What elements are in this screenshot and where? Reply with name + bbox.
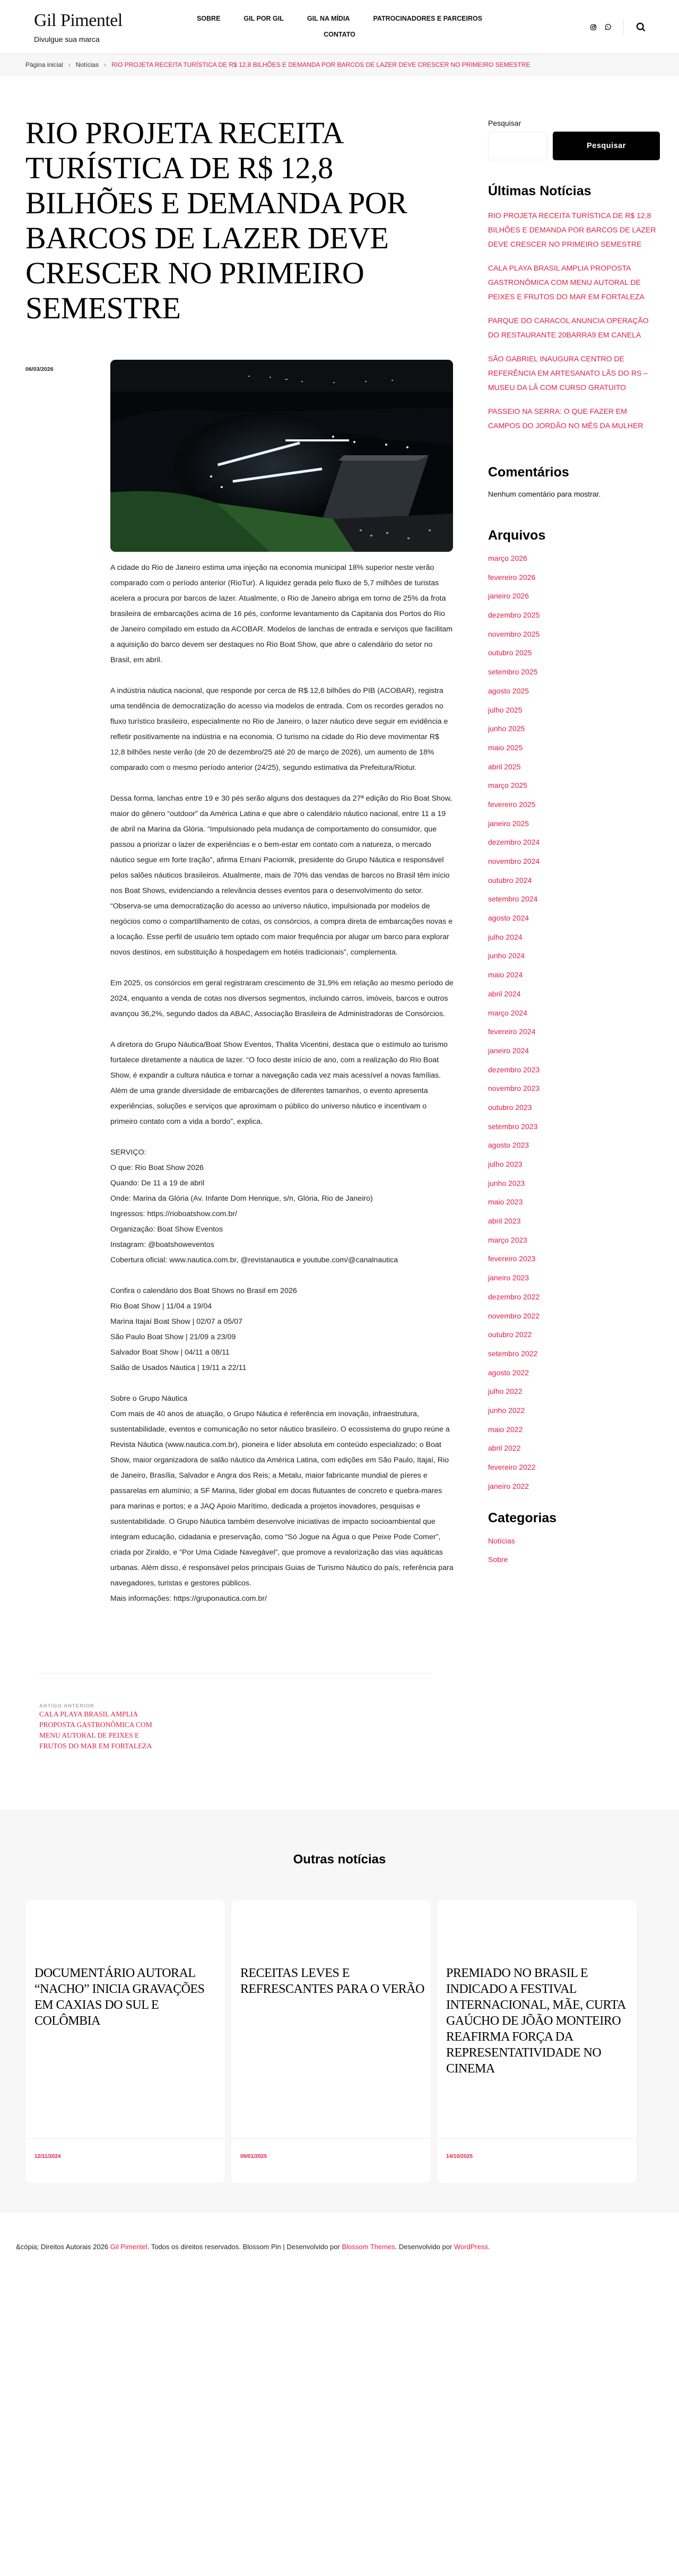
related-cards	[0, 1900, 679, 2183]
calendar-line: Salvador Boat Show | 04/11 a 08/11	[110, 1348, 230, 1357]
card-divider	[25, 2138, 225, 2139]
archive-link[interactable]: junho 2025	[488, 724, 525, 733]
archive-link[interactable]: junho 2024	[488, 951, 525, 960]
copyright-text: . Desenvolvido por	[395, 2243, 454, 2251]
archive-link[interactable]: fevereiro 2026	[488, 573, 536, 582]
main-content	[25, 76, 456, 1751]
copyright-text: &cópia; Direitos Autorais 2026	[16, 2243, 110, 2251]
archive-link[interactable]: maio 2023	[488, 1198, 523, 1207]
archive-link[interactable]: outubro 2024	[488, 875, 532, 884]
post-featured-image	[110, 360, 453, 552]
footer-site-link[interactable]: Gil Pimentel	[110, 2243, 147, 2251]
archive-link[interactable]: janeiro 2026	[488, 592, 529, 601]
related-card-title: PREMIADO NO BRASIL E INDICADO A FESTIVAL INTERNACIONAL, MÃE, CURTA GAÚCHO DE JÕÃO MONTEIRO REAFIRMA FORÇA DA REPRESENTATIVIDADE NO CINEMA	[446, 1966, 625, 2076]
archive-link[interactable]: abril 2022	[488, 1444, 521, 1453]
header-divider	[623, 19, 624, 35]
archive-link[interactable]: janeiro 2022	[488, 1481, 529, 1490]
archive-link[interactable]: agosto 2022	[488, 1368, 529, 1377]
sidebar	[488, 76, 660, 1751]
archive-link[interactable]: fevereiro 2022	[488, 1463, 536, 1471]
archive-link[interactable]: agosto 2023	[488, 1141, 529, 1150]
archive-link[interactable]: setembro 2025	[488, 667, 538, 676]
related-card-date: 09/01/2025	[240, 2154, 267, 2159]
categories-list	[488, 1536, 660, 1565]
service-line: Organização: Boat Show Eventos	[110, 1225, 223, 1234]
archive-link[interactable]: dezembro 2022	[488, 1292, 540, 1301]
breadcrumb-home[interactable]: Página inicial	[25, 61, 63, 68]
related-card[interactable]	[437, 1900, 637, 2183]
archive-link[interactable]: julho 2022	[488, 1387, 523, 1396]
archive-link[interactable]: janeiro 2023	[488, 1273, 529, 1282]
archive-link[interactable]: outubro 2022	[488, 1330, 532, 1339]
archive-link[interactable]: fevereiro 2023	[488, 1254, 536, 1263]
archive-link[interactable]: março 2023	[488, 1235, 527, 1244]
service-line: Onde: Marina da Glória (Av. Infante Dom Henrique, s/n, Glória, Rio de Janeiro)	[110, 1194, 373, 1203]
archive-link[interactable]: fevereiro 2025	[488, 800, 536, 809]
chevron-right-icon: ›	[68, 61, 71, 68]
breadcrumb	[0, 53, 679, 76]
article-paragraph: Dessa forma, lanchas entre 19 e 30 pés serão alguns dos destaques da 27ª edição do Rio Boat Show, maior do gênero “outdoor” da América Latina e que abre o calendário náutico nacional, entre 11 a 19 de abril na Marina da Glória. “Impulsionado pela mudança de comportamento do consumidor, que passou a priorizar o lazer de experiências e o bem-estar em contato com a natureza, o mercado náutico segue em forte tração”, afirma Ernani Paciornik, presidente do Grupo Náutica e responsável pelos salões náuticos brasileiros. Atualmente, mais de 70% das vendas de barcos no Brasil têm início nos Boat Shows, evidenciando a relevância desses eventos para o desenvolvimento do setor. “Observa-se uma democratização do acesso ao universo náutico, impulsionada por modelos de negócios como o compartilhamento de cotas, os consórcios, a compra direta de embarcações novas e a locação. Esse perfil de usuário tem optado com maior frequência por alugar um barco para explorar novos destinos, em substituição à hospedagem em hotéis tradicionais”, complementa.	[110, 794, 453, 957]
brand	[34, 11, 123, 44]
search-button[interactable]: Pesquisar	[553, 132, 660, 160]
archive-link[interactable]: setembro 2024	[488, 895, 538, 904]
archive-link[interactable]: janeiro 2024	[488, 1046, 529, 1055]
service-line: Cobertura oficial: www.nautica.com.br, @revistanautica e youtube.com/@canalnautica	[110, 1256, 398, 1264]
archive-link[interactable]: agosto 2024	[488, 914, 529, 923]
related-card[interactable]	[231, 1900, 431, 2183]
archive-link[interactable]: março 2025	[488, 781, 527, 790]
recent-post-link[interactable]: SÃO GABRIEL INAUGURA CENTRO DE REFERÊNCIA EM ARTESANATO LÃS DO RS – MUSEU DA LÃ COM CURSO GRATUITO	[488, 354, 648, 392]
archive-link[interactable]: junho 2023	[488, 1178, 525, 1187]
recent-posts-title: Últimas Notícias	[488, 184, 591, 198]
article-paragraph: Em 2025, os consórcios em geral registraram crescimento de 31,9% em relação ao mesmo período de 2024, enquanto a venda de cotas nos diversos segmentos, incluindo carros, imóveis, barcos e outros avançou 36,2%, segundo dados da ABAC, Associação Brasileira de Administradoras de Consórcios.	[110, 979, 454, 1018]
whatsapp-icon[interactable]	[604, 23, 612, 31]
breadcrumb-category[interactable]: Notícias	[75, 61, 99, 68]
breadcrumb-current: RIO PROJETA RECEITA TURÍSTICA DE R$ 12,8 BILHÕES E DEMANDA POR BARCOS DE LAZER DEVE CRESCER NO PRIMEIRO SEMESTRE	[111, 61, 530, 68]
service-line: SERVIÇO:	[110, 1148, 146, 1157]
category-link-noticias[interactable]: Notícias	[488, 1536, 515, 1545]
related-card-title: RECEITAS LEVES E REFRESCANTES PARA O VERÃO	[240, 1966, 424, 1996]
archive-link[interactable]: janeiro 2025	[488, 819, 529, 828]
service-line: O que: Rio Boat Show 2026	[110, 1164, 204, 1172]
previous-post-nav	[39, 1703, 161, 1751]
copyright-text: . Todos os direitos reservados. Blossom Pin | Desenvolvido por	[147, 2243, 342, 2251]
archive-link[interactable]: agosto 2025	[488, 686, 529, 695]
article-paragraph: A indústria náutica nacional, que responde por cerca de R$ 12,6 bilhões do PIB (ACOBAR), registra uma tendência de democratização do acesso via modelos de entrada. Com os recordes gerados no fluxo turístico brasileiro, especialmente no Rio de Janeiro, o lazer náutico deve seguir em evidência e refletir positivamente na indústria e na economia. O turismo na cidade do Rio deve movimentar R$ 12,8 bilhões neste verão (de 20 de dezembro/25 até 20 de março de 2026), um aumento de 18% comparado com o mesmo período anterior (24/25), segundo estimativa da Prefeitura/Riotur.	[110, 687, 448, 772]
article-paragraph: A cidade do Rio de Janeiro estima uma injeção na economia municipal 18% superior neste verão comparado com o período anterior (RioTur). A liquidez gerada pelo fluxo de 5,7 milhões de turistas acelera a procura por barcos de lazer. Atualmente, o Rio de Janeiro abriga em torno de 25% da frota brasileira de embarcações acima de 16 pés, conforme levantamento da Capitania dos Portos do Rio de Janeiro compilado em estudo da ACOBAR. Modelos de lanchas de entrada e serviços que facilitam a aquisição do barco devem ser destaques no Rio Boat Show, que abre o calendário do setor no Brasil, em abril.	[110, 563, 453, 664]
archive-link[interactable]: maio 2022	[488, 1425, 523, 1434]
archive-link[interactable]: abril 2025	[488, 762, 521, 771]
search-icon[interactable]	[636, 22, 646, 32]
service-line: Instagram: @boatshoweventos	[110, 1241, 214, 1249]
nav-item-sobre[interactable]: SOBRE	[196, 15, 221, 22]
archive-link[interactable]: fevereiro 2024	[488, 1027, 536, 1036]
archive-link[interactable]: outubro 2023	[488, 1103, 532, 1112]
archive-link[interactable]: julho 2025	[488, 705, 523, 714]
about-heading: Sobre o Grupo Náutica	[110, 1394, 188, 1403]
footer-wordpress-link[interactable]: WordPress	[454, 2243, 488, 2251]
post-date: 06/03/2026	[25, 366, 54, 372]
archive-link[interactable]: março 2026	[488, 554, 527, 562]
post-main	[110, 360, 456, 1622]
categories-title: Categorias	[488, 1510, 557, 1525]
site-tagline: Divulgue sua marca	[34, 35, 100, 44]
calendar-line: Rio Boat Show | 11/04 a 19/04	[110, 1302, 212, 1311]
category-link-sobre[interactable]: Sobre	[488, 1555, 508, 1564]
card-divider	[437, 2138, 637, 2139]
search-form	[488, 132, 660, 160]
calendar-line: Confira o calendário dos Boat Shows no Brasil em 2026	[110, 1287, 297, 1295]
archive-link[interactable]: abril 2023	[488, 1217, 521, 1226]
article-body	[110, 560, 454, 1607]
archive-link[interactable]: dezembro 2024	[488, 838, 540, 847]
instagram-icon[interactable]	[590, 24, 597, 31]
recent-post-link[interactable]: RIO PROJETA RECEITA TURÍSTICA DE R$ 12,8 BILHÕES E DEMANDA POR BARCOS DE LAZER DEVE CRESCER NO PRIMEIRO SEMESTRE	[488, 211, 656, 248]
archive-link[interactable]: novembro 2024	[488, 857, 540, 865]
archive-link[interactable]: dezembro 2023	[488, 1065, 540, 1074]
related-card[interactable]	[25, 1900, 225, 2183]
more-info: Mais informações: https://gruponautica.com.br/	[110, 1594, 267, 1603]
nav-item-gil-por-gil[interactable]: GIL POR GIL	[243, 15, 284, 22]
recent-posts-list	[488, 209, 660, 433]
archive-link[interactable]: maio 2024	[488, 970, 523, 979]
archive-link[interactable]: setembro 2023	[488, 1122, 538, 1131]
archive-link[interactable]: setembro 2022	[488, 1349, 538, 1358]
footer-theme-link[interactable]: Blossom Themes	[342, 2243, 395, 2251]
service-line: Ingressos: https://rioboatshow.com.br/	[110, 1210, 237, 1218]
calendar-line: São Paulo Boat Show | 21/09 a 23/09	[110, 1333, 236, 1341]
calendar-line: Marina Itajaí Boat Show | 02/07 a 05/07	[110, 1317, 242, 1326]
archive-link[interactable]: novembro 2023	[488, 1084, 540, 1093]
recent-post-link[interactable]: CALA PLAYA BRASIL AMPLIA PROPOSTA GASTRONÔMICA COM MENU AUTORAL DE PEIXES E FRUTOS DO MAR EM FORTALEZA	[488, 264, 645, 301]
archive-link[interactable]: junho 2022	[488, 1406, 525, 1415]
header-tools	[590, 19, 646, 35]
service-line: Quando: De 11 a 19 de abril	[110, 1179, 205, 1187]
main-nav	[180, 15, 499, 38]
calendar-line: Salão de Usados Náutica | 19/11 a 22/11	[110, 1364, 247, 1372]
about-text: Com mais de 40 anos de atuação, o Grupo Náutica é referência em inovação, infraestrutura, sustentabilidade, eventos e comunicação no setor náutico brasileiro. O ecossistema do grupo reúne a Revista Náutica (www.nautica.com.br), pioneira e líder absoluta em conteúdo especializado; o Boat Show, maior organizadora de salão náutico da América Latina, com edições em São Paulo, Itajaí, Rio de Janeiro, Brasília, Salvador e Angra dos Reis; a Metalu, maior fabricante mundial de píeres e passarelas em alumínio; a SF Marina, líder global em docas flutuantes de concreto e quebra-mares para marinas e portos; e a JAQ Apoio Marítimo, dedicada a projetos inovadores, pesquisas e sustentabilidade. O Grupo Náutica também desenvolve iniciativas de impacto socioambiental que integram educação, cidadania e preservação, como “Só Jogue na Água o que Peixe Pode Comer”, criada por Ziraldo, e “Por Uma Cidade Navegável”, que promove a revalorização das vias aquáticas urbanas. Além disso, é responsável pelos principais Guias de Turismo Náutico do país, referência para navegadores, turistas e gestores públicos.	[110, 1410, 454, 1588]
archives-list	[488, 553, 660, 1491]
archive-link[interactable]: abril 2024	[488, 989, 521, 998]
previous-post-label: ARTIGO ANTERIOR	[39, 1703, 94, 1709]
service-block	[110, 1145, 454, 1268]
related-posts	[0, 1810, 679, 2213]
archive-link[interactable]: julho 2024	[488, 932, 523, 941]
archives-title: Arquivos	[488, 528, 546, 543]
comments-title: Comentários	[488, 465, 569, 480]
search-input[interactable]	[488, 132, 547, 160]
site-footer	[0, 2213, 679, 2273]
related-card-title: DOCUMENTÁRIO AUTORAL “NACHO” INICIA GRAVAÇÕES EM CAXIAS DO SUL E COLÔMBIA	[34, 1966, 205, 2028]
archive-link[interactable]: maio 2025	[488, 743, 523, 752]
archive-link[interactable]: julho 2023	[488, 1160, 523, 1168]
chevron-right-icon: ›	[104, 61, 107, 68]
search-label: Pesquisar	[488, 119, 521, 127]
archive-link[interactable]: outubro 2025	[488, 648, 532, 657]
post-title: RIO PROJETA RECEITA TURÍSTICA DE R$ 12,8 BILHÕES E DEMANDA POR BARCOS DE LAZER DEVE CRESCER NO PRIMEIRO SEMESTRE	[25, 116, 407, 325]
archive-link[interactable]: março 2024	[488, 1008, 527, 1017]
site-header	[0, 0, 679, 53]
nav-item-contato[interactable]: CONTATO	[324, 31, 355, 38]
about-block	[110, 1391, 454, 1607]
related-card-date: 14/10/2025	[446, 2154, 473, 2159]
copyright-text: .	[488, 2243, 490, 2251]
marina-night-image	[110, 360, 453, 552]
nav-item-gil-na-midia[interactable]: GIL NA MÍDIA	[307, 15, 350, 22]
previous-post-link[interactable]: CALA PLAYA BRASIL AMPLIA PROPOSTA GASTRONÔMICA COM MENU AUTORAL DE PEIXES E FRUTOS DO MAR EM FORTALEZA	[39, 1710, 152, 1750]
recent-post-link[interactable]: PASSEIO NA SERRA: O QUE FAZER EM CAMPOS DO JORDÃO NO MÊS DA MULHER	[488, 407, 643, 430]
card-divider	[231, 2138, 431, 2139]
archive-link[interactable]: novembro 2022	[488, 1311, 540, 1320]
related-card-date: 12/11/2024	[34, 2154, 61, 2159]
page-layout	[0, 76, 679, 1751]
archive-link[interactable]: novembro 2025	[488, 629, 540, 638]
nav-item-patrocinadores[interactable]: PATROCINADORES E PARCEIROS	[373, 15, 483, 22]
related-title: Outras notícias	[293, 1852, 386, 1867]
recent-post-link[interactable]: PARQUE DO CARACOL ANUNCIA OPERAÇÃO DO RESTAURANTE 20BARRA9 EM CANELA	[488, 316, 649, 339]
article-paragraph: A diretora do Grupo Náutica/Boat Show Eventos, Thalita Vicentini, destaca que o estímulo ao turismo fortalece diretamente a náutica de lazer. “O foco deste início de ano, com a realização do Rio Boat Show, é expandir a cultura náutica e tornar a navegação cada vez mais acessível a novas famílias. Além de uma grande diversidade de embarcações de diferentes tamanhos, o evento apresenta experiências, soluções e serviços que aproximam o público do universo náutico e incentivam o primeiro contato com a vida a bordo”, explica.	[110, 1040, 448, 1126]
post-body	[25, 360, 456, 1622]
site-title-link[interactable]: Gil Pimentel	[34, 11, 123, 30]
comments-empty: Nenhum comentário para mostrar.	[488, 490, 601, 498]
archive-link[interactable]: dezembro 2025	[488, 611, 540, 620]
calendar-block	[110, 1283, 454, 1376]
